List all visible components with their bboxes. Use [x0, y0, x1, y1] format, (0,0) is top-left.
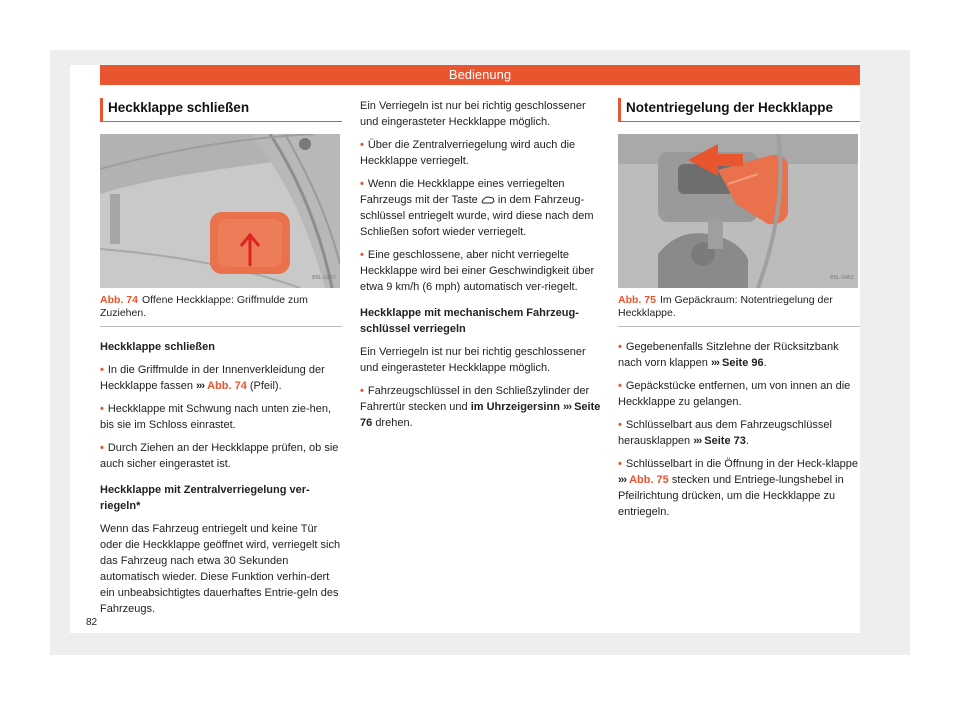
- page-link[interactable]: Seite 96: [722, 357, 764, 369]
- column-2: [360, 98, 602, 438]
- tailgate-key-icon: [481, 196, 495, 204]
- column-1: [100, 98, 342, 624]
- subheading: Heckklappe schließen: [100, 341, 215, 353]
- page-link[interactable]: Seite 76: [360, 401, 601, 429]
- paragraph: Ein Verriegeln ist nur bei richtig geschlossener und eingerasteter Heckklappe möglich.: [360, 346, 586, 374]
- bullet-item: • Gegebenenfalls Sitzlehne der Rücksitzbank nach vorn klappen ››› Seite 96.: [618, 341, 839, 369]
- section-title: Notentriegelung der Heckklappe: [618, 98, 860, 122]
- bullet-item: • Eine geschlossene, aber nicht verriegelte Heckklappe wird bei einer Geschwindigkeit über etwa 9 km/h (6 mph) automatisch ver-riegelt.: [360, 249, 595, 293]
- bullet-item: • Heckklappe mit Schwung nach unten zie-hen, bis sie im Schloss einrastet.: [100, 403, 332, 431]
- column-3: [618, 98, 860, 527]
- bullet-item: • Gepäckstücke entfernen, um von innen an die Heckklappe zu gelangen.: [618, 380, 851, 408]
- caption-text: Offene Heckklappe: Griffmulde zum Zuziehen.: [100, 294, 308, 319]
- figure-label: Abb. 74: [100, 294, 138, 306]
- paragraph: Ein Verriegeln ist nur bei richtig geschlossener und eingerasteter Heckklappe möglich.: [360, 100, 586, 128]
- bullet-item: • Schlüsselbart in die Öffnung in der Heck-klappe ››› Abb. 75 stecken und Entriege-lungshebel in Pfeilrichtung drücken, um die Heckklappe zu entriegeln.: [618, 458, 859, 518]
- bullet-item: • Schlüsselbart aus dem Fahrzeugschlüssel herausklappen ››› Seite 73.: [618, 419, 832, 447]
- tailgate-illustration: [100, 134, 340, 288]
- bullet-item: • Fahrzeugschlüssel in den Schließzylinder der Fahrertür stecken und im Uhrzeigersinn ››› Seite 76 drehen.: [360, 385, 601, 429]
- figure-id: B5L-0397: [312, 275, 336, 281]
- figure-caption: [618, 294, 860, 327]
- subheading: Heckklappe mit mechanischem Fahrzeug-schlüssel verriegeln: [360, 307, 579, 335]
- subheading: Heckklappe mit Zentralverriegelung ver-riegeln*: [100, 484, 310, 512]
- figure-label: Abb. 75: [618, 294, 656, 306]
- bullet-item: • Über die Zentralverriegelung wird auch die Heckklappe verriegelt.: [360, 139, 576, 167]
- paragraph: Wenn das Fahrzeug entriegelt und keine Tür oder die Heckklappe geöffnet wird, verriegelt sich das Fahrzeug nach etwa 30 Sekunden automatisch wieder. Diese Funktion verhin-dert ein unbeabsichtigtes dauerhaftes Entrie-geln des Fahrzeugs.: [100, 523, 341, 615]
- figure-caption: [100, 294, 342, 327]
- figure-link[interactable]: Abb. 75: [629, 474, 669, 486]
- bullet-item: • Wenn die Heckklappe eines verriegelten Fahrzeugs mit der Taste in dem Fahrzeug-schlüssel entriegelt wurde, wird diese nach dem Schließen sofort wieder verriegelt.: [360, 178, 594, 238]
- figure-75: [618, 134, 858, 288]
- emergency-release-illustration: [618, 134, 858, 288]
- section-title: Heckklappe schließen: [100, 98, 342, 122]
- page-number: 82: [86, 617, 98, 628]
- bullet-item: • In die Griffmulde in der Innenverkleidung der Heckklappe fassen ››› Abb. 74 (Pfeil).: [100, 364, 325, 392]
- page-link[interactable]: Seite 73: [704, 435, 746, 447]
- figure-id: B5L-0451: [830, 275, 854, 281]
- caption-text: Im Gepäckraum: Notentriegelung der Heckklappe.: [618, 294, 833, 319]
- bullet-item: • Durch Ziehen an der Heckklappe prüfen, ob sie auch sicher eingerastet ist.: [100, 442, 339, 470]
- figure-link[interactable]: Abb. 74: [207, 380, 247, 392]
- figure-74: [100, 134, 340, 288]
- section-header: Bedienung: [100, 65, 860, 85]
